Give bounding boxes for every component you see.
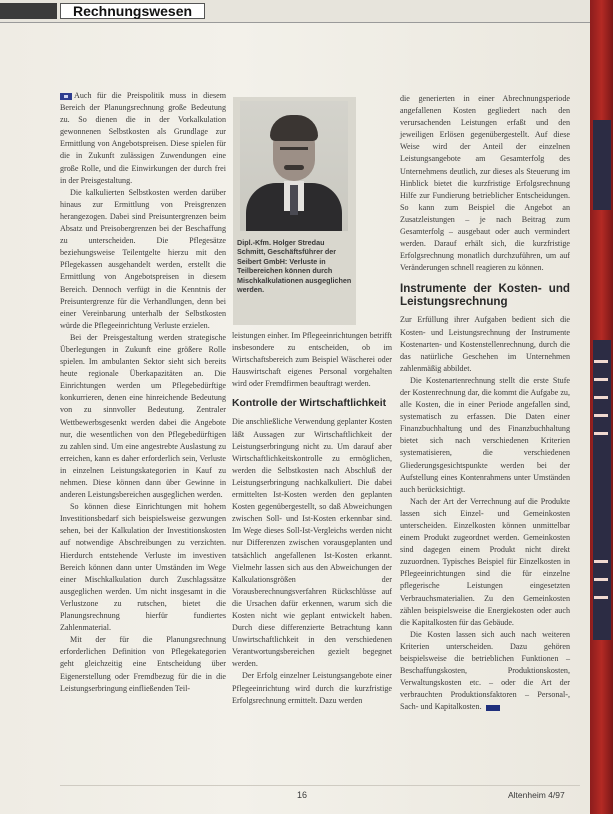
edge-text-line: [594, 378, 608, 381]
paragraph: die generierten in einer Abrechnungsperiode angefallenen Kosten gegliedert nach den verursachenden Leistungen erfaßt und den jeweiligen Erlösen gegenübergestellt. Auf diese Weise wird der Anteil der einzelnen Leistungsangebote am Gesamterfolg des Unternehmens deutlich, zur dieses als Steuerung im Hinblick bietet die kurzfristige Erfolgsrechnung Hilfe zur Fundierung betrieblicher Entscheidungen. So kann zum Beispiel die Angebot an Zusatzleistungen – je nach Beitrag zum Gesamterfolg – ausgebaut oder auch vermindert werden. Darauf erhält sich, die kurzfristige Erfolgsrechnung monatlich durchzuführen, um auf Veränderungen schnell reagieren zu können.: [400, 94, 570, 273]
text-column-1: [60, 90, 226, 695]
paragraph: So können diese Einrichtungen mit hohem Investitionsbedarf sich beispielsweise gezwungen sehen, bei der Kalkulation der Investitionskosten auf notwendige Abschreibungen zu verzichten. Hierdurch entstehende Verluste im investiven Bereich können dann unter Umständen im Wege einer Mischkalkulation durch Zuschlagssätze ausgeglichen werden. Um nicht insgesamt in die Verlustzone zu rutschen, bietet die Planungsrechnung hierfür fundiertes Zahlenmaterial.: [60, 502, 226, 633]
edge-dark-strip: [593, 340, 611, 640]
portrait-photo: [240, 101, 348, 231]
paragraph: leistungen einher. Im Pflegeeinrichtungen betrifft insbesondere zu entscheiden, ob im Wirtschaftsbereich zum Beispiel Wäscherei oder Hauswirtschaft eigenes Personal vorgehalten wird oder Fremdfirmen beauftragt werden.: [232, 331, 392, 389]
photo-caption: Dipl.-Kfm. Holger Stredau Schmitt, Geschäftsführer der Seibert GmbH: Verluste in Teilbereichen können durch Mischkalkulationen ausgeglichen werden.: [237, 238, 352, 295]
continued-marker-icon: [486, 705, 500, 711]
article-continuation-marker-icon: [60, 93, 72, 100]
paragraph: Die anschließliche Verwendung geplanter Kosten läßt Aussagen zur Wirtschaftlichkeit der Leistungserbringung nicht zu. Um darauf aber Wirtschaftlichkeitskontrolle zu ermöglichen, werden die Selbstkosten nach Abschluß der Leistungserbringung nachkalkuliert. Die dabei ermittelten Ist-Kosten werden den geplanten Kosten gegenübergestellt, so daß Abweichungen zwischen Soll- und Ist-Kosten erkennbar sind. Im Wege dieses Soll-Ist-Vergleichs werden nicht nur Differenzen zwischen vorausgeplanten und tatsächlich angefallenen Ist-Kosten erkannt. Vielmehr lassen sich aus den Abweichungen der Kalkulationsgrößen der Vorausberechnungsverfahren Rückschlüsse auf die Ursachen dafür erkennen, warum sich die Kosten nicht wie geplant entwickelt haben. Durch diese differenzierte Betrachtung kann Unwirtschaftlichkeit in den verschiedenen Verantwortungsbereichen gezielt begegnet werden.: [232, 417, 392, 669]
eyes-shape: [280, 147, 308, 154]
paragraph: Nach der Art der Verrechnung auf die Produkte lassen sich Einzel- und Gemeinkosten unterscheiden. Einzelkosten können unmittelbar einem Produkt zugeordnet werden. Gemeinkosten sind dagegen einem Produkt nicht direkt zuzuordnen. Typisches Beispiel für Einzelkosten in Pflegeeinrichtungen sind die für einzelne pflegerische Leistungen eingesetzten Verbrauchsmaterialien. Zu den Gemeinkosten zählen beispielsweise die Energiekosten oder auch die Kapitalkosten für das Gebäude.: [400, 496, 570, 627]
edge-text-line: [594, 596, 608, 599]
footer-rule: [60, 785, 580, 786]
paragraph: Die kalkulierten Selbstkosten werden darüber hinaus zur Ermittlung von Preisgrenzen herangezogen. Dabei sind Preisuntergrenzen beim Absatz und Preisobergrenzen bei der Beschaffung zu unterscheiden. Die Pflegesätze beziehungsweise Teilentgelte hierzu mit den Pflegekassen ausgehandelt werden, erstellt die Ermittlung von Angebotspreisen in diesem Bereich. Dennoch verfügt in die Kenntnis der Preisuntergrenze für die Verhandlungen, denn bei einer Vereinbarung unterhalb der Selbstkosten würde die Pflegeeinrichtung Verluste erzielen.: [60, 187, 226, 330]
paragraph: Mit der für die Planungsrechnung erforderlichen Definition von Pflegekategorien geht gleichzeitig eine Entscheidung über Eigenerstellung oder Fremdbezug für die in die Leistungserbringung einfließenden Teil-: [60, 635, 226, 693]
page-number: 16: [297, 790, 308, 800]
paragraph: Bei der Preisgestaltung werden strategische Überlegungen in Zukunft eine größere Rolle spielen. Im ambulanten Sektor sieht sich bereits heute regionale Überkapazitäten an. Die Einrichtungen werden um Pflegebedürftige konkurrieren, denen eine hinreichende Bedeutung von zu sinnvoller Bedeutung. Zentraler Wettbewerbsgesenkt werden dabei die Angebote nur, die wesentlichen von den Pflegebedürftigen zu zahlen sind. Um eine angestrebte Auslastung zu erreichen, kann es daher erforderlich sein, Verluste in einzelnen Leistungskategorien in Kauf zu nehmen. Diese können dann über Gewinne in anderen Leistungsbereichen ausgeglichen werden.: [60, 332, 226, 500]
header-bar: [0, 0, 590, 23]
subheading-instrumente: Instrumente der Kosten- und Leistungsrechnung: [400, 282, 570, 309]
edge-text-line: [594, 414, 608, 417]
paragraph: Zur Erfüllung ihrer Aufgaben bedient sich die Kosten- und Leistungsrechnung der Instrumente Kostenarten- und Kostenstellenrechnung, durch die das natürliche Geschehen im Unternehmen zahlenmäßig abbildet.: [400, 315, 570, 373]
text-column-3: [400, 93, 570, 714]
text-column-2: [232, 330, 392, 707]
paragraph: Auch für die Preispolitik muss in diesem Bereich der Planungsrechnung große Bedeutung zu. So dienen die in der Vorkalkulation gewonnenen Selbstkosten als Grundlage zur Ermittlung von Angebotspreisen. Diese spielen für die in Zukunft zulässigen Zuwendungen eine große Rolle, und die Einwirkungen der durch frei in der Preisgestaltung.: [60, 91, 226, 185]
edge-text-line: [594, 396, 608, 399]
edge-dark-strip: [593, 120, 611, 210]
hair-shape: [270, 115, 318, 141]
edge-text-line: [594, 560, 608, 563]
header-dark-block: [0, 3, 57, 19]
portrait-photo-box: [233, 97, 356, 325]
section-title: Rechnungswesen: [60, 3, 205, 19]
edge-text-line: [594, 578, 608, 581]
subheading-wirtschaftlichkeit: Kontrolle der Wirtschaftlichkeit: [232, 398, 387, 410]
paragraph: Die Kostenartenrechnung stellt die erste Stufe der Kostenrechnung dar, die kommt die Aufgabe zu, alle Kosten, die in einer Periode angefallen sind, systematisch zu erfassen. Die Daten einer Finanzbuchhaltung und des Finanzbuchhaltung bietet sich nach verschiedenen Kriterien systematisieren, die verschiedenen Gliederungsgesichtspunkte werden bei der Aufstellung eines Kontenrahmens unter Umständen auch berücksichtigt.: [400, 375, 570, 494]
edge-text-line: [594, 432, 608, 435]
tie-shape: [290, 185, 298, 215]
next-page-edge: [590, 0, 613, 814]
moustache-shape: [284, 165, 304, 170]
paragraph: Die Kosten lassen sich auch nach weiteren Kriterien unterscheiden. Dazu gehören beispielsweise die betrieblichen Funktionen – Beschaffungskosten, Produktionskosten, Verwaltungskosten etc. – oder die Art der verbrauchten Produktionsfaktoren – Personal-, Sach- und Kapitalkosten.: [400, 629, 570, 712]
paragraph: Der Erfolg einzelner Leistungsangebote einer Pflegeeinrichtung wird durch die kurzfristige Erfolgsrechnung ermittelt. Dazu werden: [232, 671, 392, 705]
edge-text-line: [594, 360, 608, 363]
issue-label: Altenheim 4/97: [508, 790, 565, 800]
